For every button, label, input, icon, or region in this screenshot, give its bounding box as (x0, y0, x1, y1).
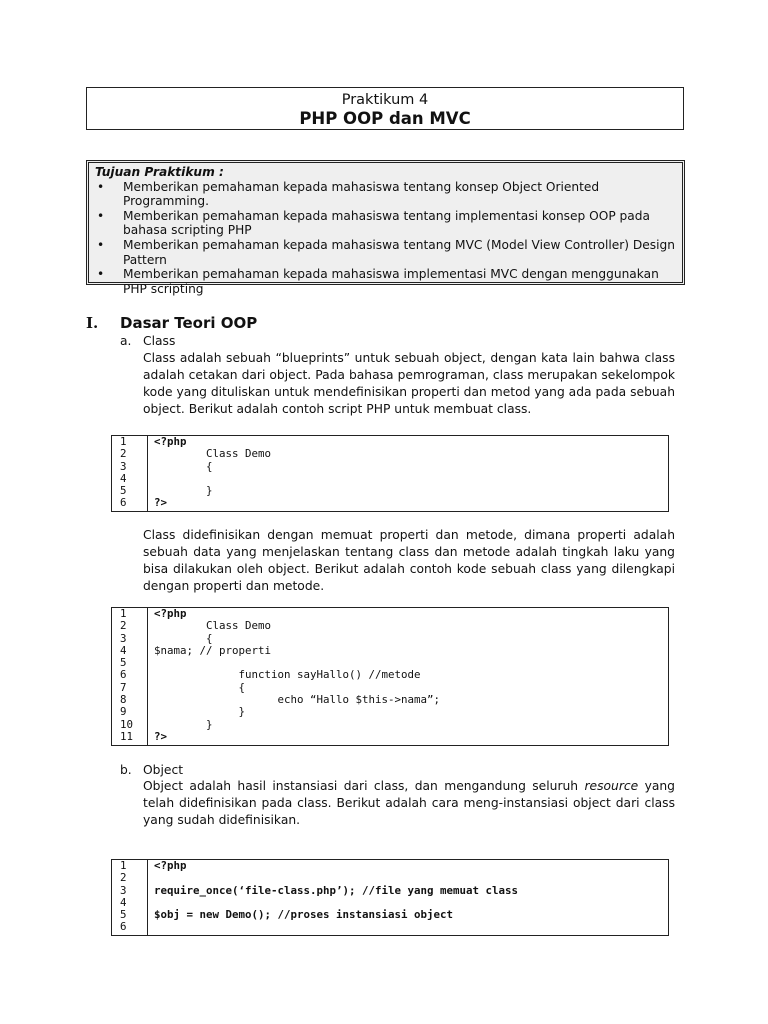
line-number: 5 (120, 657, 127, 670)
subsection-object-label (120, 763, 183, 777)
code-line: $obj = new Demo(); //proses instansiasi object (154, 909, 454, 922)
line-number: 8 (120, 694, 127, 707)
line-number: 5 (120, 909, 127, 922)
line-number: 3 (120, 460, 127, 473)
line-number: 1 (120, 608, 127, 620)
line-number: 2 (120, 448, 127, 461)
line-number: 6 (120, 497, 127, 510)
objective-item: • Memberikan pemahaman kepada mahasiswa tentang implementasi konsep OOP pada bahasa scripting PHP (95, 209, 676, 238)
code-line: <?php (154, 860, 187, 872)
line-number: 9 (120, 706, 127, 719)
code-line: <?php (154, 608, 187, 620)
objective-item: • Memberikan pemahaman kepada mahasiswa implementasi MVC dengan menggunakan PHP scripting (95, 267, 676, 296)
line-number: 1 (120, 860, 127, 872)
line-number: 4 (120, 644, 127, 657)
code-lines (148, 436, 668, 511)
code-block-class-properties (111, 607, 669, 746)
line-number: 5 (120, 485, 127, 498)
code-line: Class Demo (154, 448, 272, 461)
line-number: 7 (120, 681, 127, 694)
object-intro-text: Object adalah hasil instansiasi dari class, dan mengandung seluruh (143, 779, 585, 793)
code-line (154, 872, 668, 884)
code-line: { (154, 632, 213, 645)
code-line (154, 657, 668, 669)
objective-item: • Memberikan pemahaman kepada mahasiswa tentang konsep Object Oriented Programming. (95, 180, 676, 209)
code-line (154, 897, 668, 909)
line-number: 6 (120, 669, 127, 682)
section-heading (86, 314, 257, 332)
line-number: 1 (120, 436, 127, 448)
code-line: ?> (154, 497, 168, 510)
line-numbers (112, 860, 148, 935)
line-numbers (112, 436, 148, 511)
line-number: 2 (120, 872, 127, 885)
objectives-heading: Tujuan Praktikum : (95, 165, 224, 179)
code-line: <?php (154, 436, 187, 448)
code-block-instantiate (111, 859, 669, 936)
code-line: } (154, 485, 213, 498)
code-line: } (154, 718, 213, 731)
line-number: 4 (120, 472, 127, 485)
section-number: I. (86, 314, 99, 332)
objectives-list (95, 180, 676, 297)
code-line: echo “Hallo $this->nama”; (154, 694, 441, 707)
code-line: $nama; // properti (154, 644, 272, 657)
line-number: 3 (120, 632, 127, 645)
code-line: { (154, 460, 213, 473)
subsection-letter: b. (120, 763, 132, 777)
subsection-letter: a. (120, 334, 132, 348)
section-title: Dasar Teori OOP (120, 314, 258, 332)
title-box (86, 87, 684, 130)
object-intro-text-end: yang telah didefinisikan pada class. Berikut adalah cara meng-instansiasi object dari class yang sudah didefinisikan. (143, 779, 675, 827)
line-number: 4 (120, 896, 127, 909)
subsection-class-label (120, 334, 175, 348)
code-line: function sayHallo() //metode (154, 669, 421, 682)
class-intro-paragraph: Class adalah sebuah “blueprints” untuk sebuah object, dengan kata lain bahwa class adalah cetakan dari object. Pada bahasa pemrograman, class merupakan sekelompok kode yang dituliskan untuk mendefinisikan properti dan metod yang ada pada sebuah object. Berikut adalah contoh script PHP untuk membuat class. (143, 351, 675, 416)
practicum-number: Praktikum 4 (341, 92, 429, 108)
code-line: { (154, 681, 246, 694)
object-intro-paragraph (143, 778, 675, 829)
object-intro-italic: resource (584, 779, 639, 793)
line-number: 6 (120, 921, 127, 934)
code-line: } (154, 706, 246, 719)
subsection-title: Class (143, 334, 176, 348)
line-number: 3 (120, 884, 127, 897)
objective-item: • Memberikan pemahaman kepada mahasiswa tentang MVC (Model View Controller) Design Pattern (95, 238, 676, 267)
code-line (154, 473, 668, 485)
line-number: 11 (120, 730, 134, 743)
class-explain-paragraph: Class didefinisikan dengan memuat properti dan metode, dimana properti adalah sebuah data yang menjelaskan tentang class dan metode adalah tingkah laku yang bisa dilakukan oleh object. Berikut adalah contoh kode sebuah class yang dilengkapi dengan properti dan metode. (143, 528, 675, 593)
code-lines (148, 608, 668, 745)
code-block-class-demo (111, 435, 669, 512)
code-line: Class Demo (154, 620, 272, 633)
subsection-title: Object (143, 763, 184, 777)
practicum-title: PHP OOP dan MVC (299, 109, 471, 128)
code-lines (148, 860, 668, 935)
code-line (154, 921, 668, 933)
objectives-box (86, 160, 685, 296)
line-numbers (112, 608, 148, 745)
line-number: 2 (120, 620, 127, 633)
code-line: require_once(‘file-class.php’); //file yang memuat class (154, 884, 519, 897)
line-number: 10 (120, 718, 134, 731)
code-line: ?> (154, 730, 168, 743)
